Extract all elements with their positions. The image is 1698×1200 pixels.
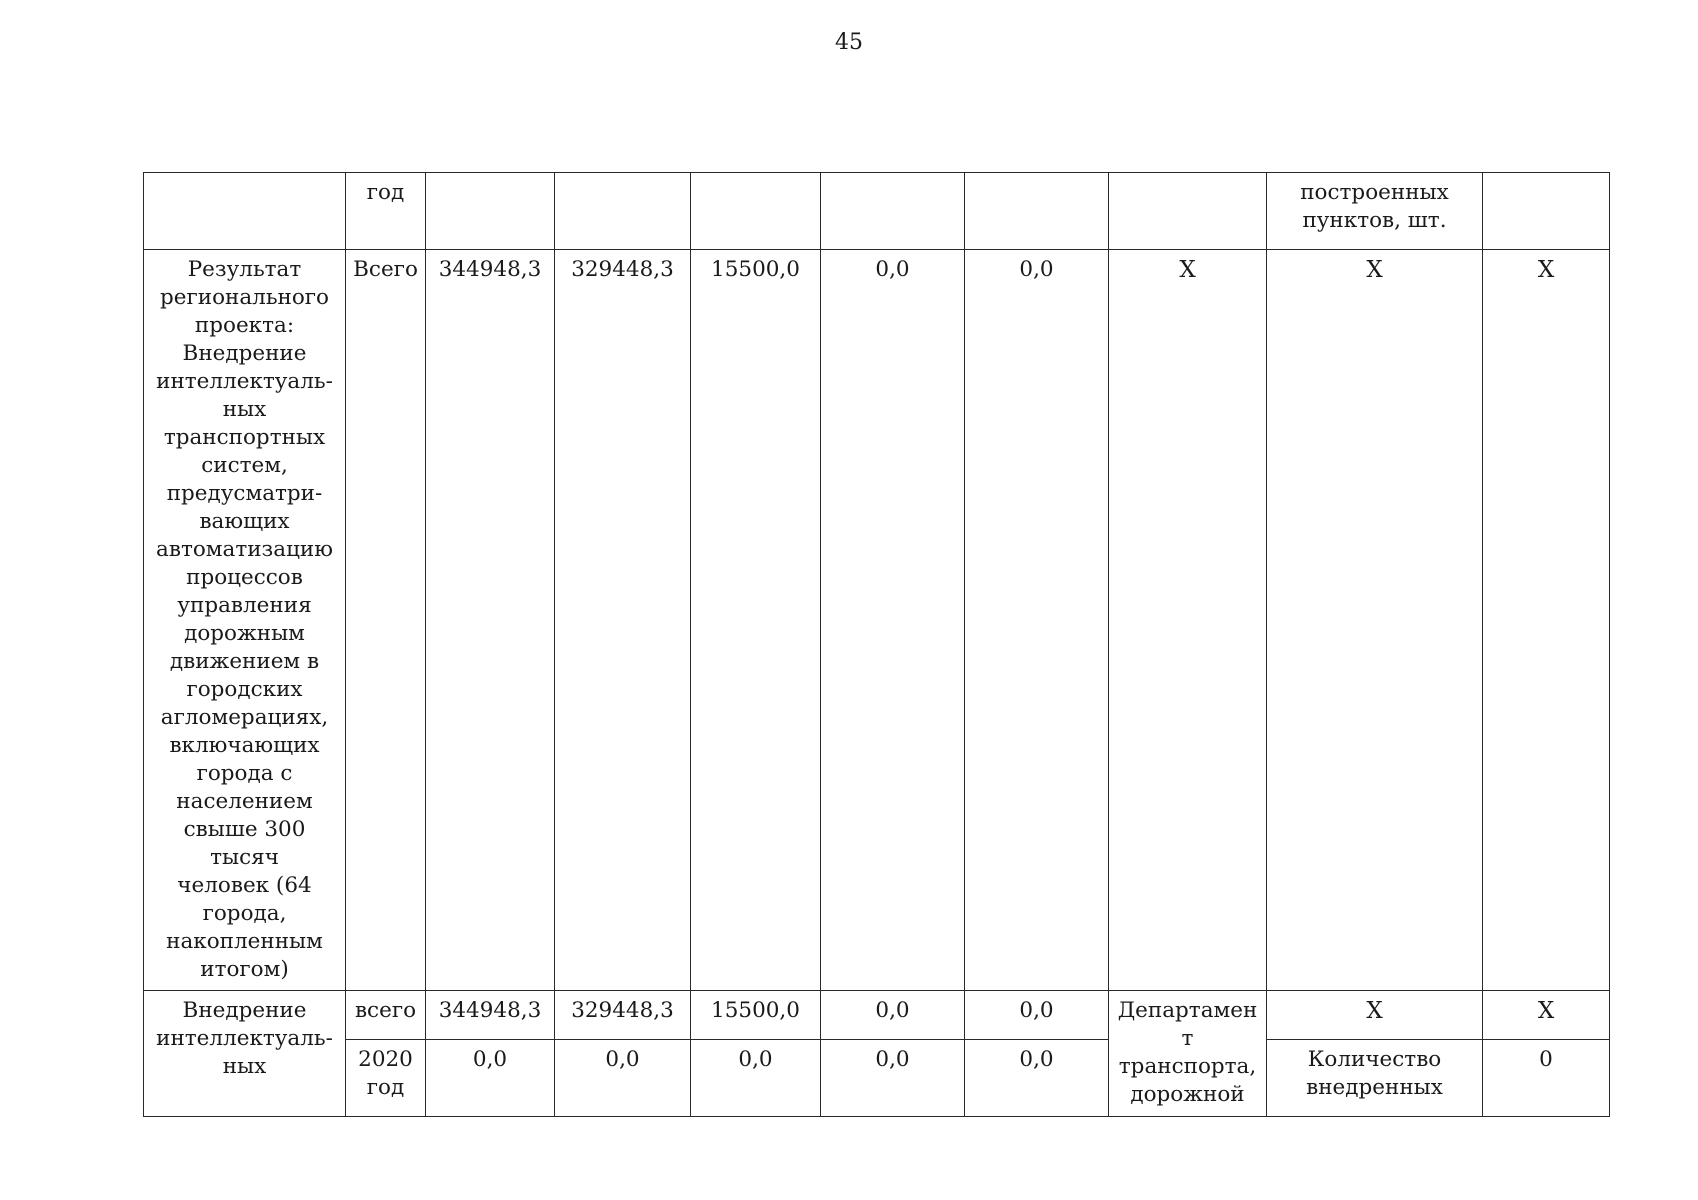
measure-total-total-cell: 344948,3: [426, 991, 555, 1040]
table-row-measure-2020: [144, 1040, 1610, 1117]
result-federal-cell: 329448,3: [555, 250, 691, 991]
header-cell-total: [426, 173, 555, 250]
result-local-cell: 0,0: [821, 250, 965, 991]
measure-year-regional-cell: 0,0: [691, 1040, 821, 1117]
result-regional-cell: 15500,0: [691, 250, 821, 991]
table-row-measure-total: [144, 991, 1610, 1040]
table-header-row: [144, 173, 1610, 250]
header-cell-local: [821, 173, 965, 250]
measure-total-value-cell: Х: [1483, 991, 1610, 1040]
header-cell-indicator: построенных пунктов, шт.: [1267, 173, 1483, 250]
header-cell-regional: [691, 173, 821, 250]
result-other-cell: 0,0: [965, 250, 1109, 991]
header-cell-value: [1483, 173, 1610, 250]
measure-total-period-cell: всего: [346, 991, 426, 1040]
measure-year-total-cell: 0,0: [426, 1040, 555, 1117]
measure-year-local-cell: 0,0: [821, 1040, 965, 1117]
header-cell-name: [144, 173, 346, 250]
measure-executor-cell: Департамент транспорта, дорожной: [1109, 991, 1267, 1117]
measure-year-period-cell: 2020 год: [346, 1040, 426, 1117]
result-indicator-cell: Х: [1267, 250, 1483, 991]
header-cell-period: год: [346, 173, 426, 250]
header-cell-other: [965, 173, 1109, 250]
header-cell-federal: [555, 173, 691, 250]
measure-total-local-cell: 0,0: [821, 991, 965, 1040]
measure-total-federal-cell: 329448,3: [555, 991, 691, 1040]
measure-year-federal-cell: 0,0: [555, 1040, 691, 1117]
result-value-cell: Х: [1483, 250, 1610, 991]
table-row-result: [144, 250, 1610, 991]
result-period-cell: Всего: [346, 250, 426, 991]
measure-total-regional-cell: 15500,0: [691, 991, 821, 1040]
measure-year-value-cell: 0: [1483, 1040, 1610, 1117]
header-cell-executor: [1109, 173, 1267, 250]
page-number: 45: [835, 30, 863, 55]
measure-year-indicator-cell: Количество внедренных: [1267, 1040, 1483, 1117]
result-total-cell: 344948,3: [426, 250, 555, 991]
budget-table: [143, 172, 1610, 1117]
measure-total-indicator-cell: Х: [1267, 991, 1483, 1040]
result-name-cell: Результат регионального проекта: Внедрение интеллектуаль- ных транспортных систем, предусматри- вающих автоматизацию процессов управления дорожным движением в городских агломерациях, включающих города с населением свыше 300 тысяч человек (64 города, накопленным итогом): [144, 250, 346, 991]
measure-total-other-cell: 0,0: [965, 991, 1109, 1040]
measure-name-cell: Внедрение интеллектуаль- ных: [144, 991, 346, 1117]
result-executor-cell: Х: [1109, 250, 1267, 991]
measure-year-other-cell: 0,0: [965, 1040, 1109, 1117]
